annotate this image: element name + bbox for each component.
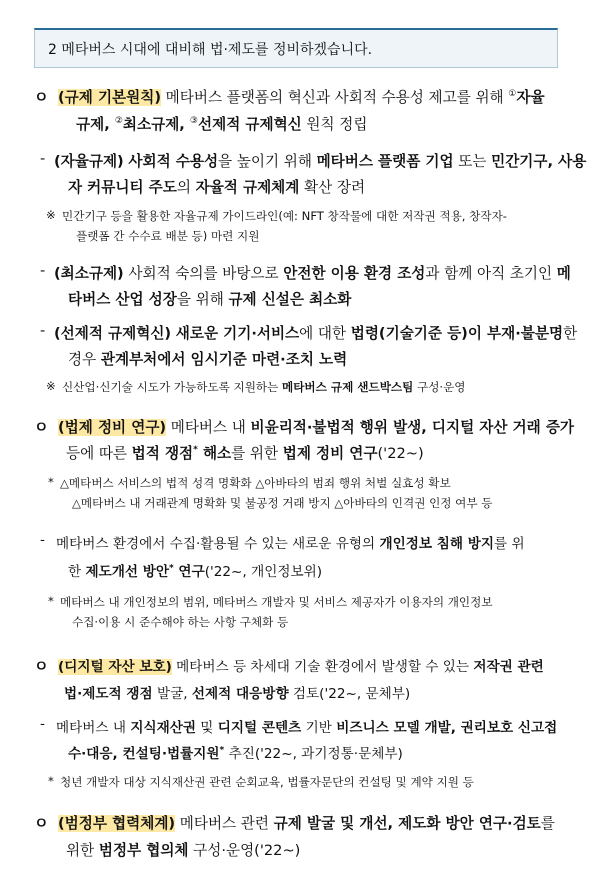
dash-bullet: - <box>40 716 45 732</box>
note-mark: ※ <box>46 208 56 222</box>
note-line: 신산업·신기술 시도가 가능하도록 지원하는 메타버스 규제 샌드박스팀 구성·운영 <box>62 380 466 394</box>
footnote-star: * <box>48 774 54 788</box>
note-line: △메타버스 서비스의 법적 성격 명확화 △아바타의 범죄 행위 처벌 실효성 확보 <box>60 476 451 490</box>
text-line: 자 커뮤니티 주도의 자율적 규제체계 확산 장려 <box>68 179 366 196</box>
note-line: △메타버스 내 거래관계 명확화 및 불공정 거래 방지 △아바타의 인격권 인정 여부 등 <box>72 496 493 510</box>
note-line: 민간기구 등을 활용한 자율규제 가이드라인(예: NFT 창작물에 대한 저작권 적용, 창작자- <box>62 209 507 223</box>
text-line: (범정부 협력체계) 메타버스 관련 규제 발굴 및 개선, 제도화 방안 연구·검토를 <box>58 815 555 832</box>
section-heading: 2 메타버스 시대에 대비해 법·제도를 정비하겠습니다. <box>48 42 373 58</box>
text-line: 등에 따른 법적 쟁점* 해소를 위한 법제 정비 연구('22~) <box>66 445 424 462</box>
text-line: (법제 정비 연구) 메타버스 내 비윤리적·불법적 행위 발생, 디지털 자산 거래 증가 <box>58 419 575 436</box>
text-line: (자율규제) 사회적 수용성을 높이기 위해 메타버스 플랫폼 기업 또는 민간기구, 사용 <box>54 153 587 170</box>
text-line: (디지털 자산 보호) 메타버스 등 차세대 기술 환경에서 발생할 수 있는 저작권 관련 <box>58 659 544 675</box>
footnote-star: * <box>48 594 54 608</box>
text-line: (규제 기본원칙) 메타버스 플랫폼의 혁신과 사회적 수용성 제고를 위해 ①자율 <box>58 89 545 106</box>
circle-bullet: ㅇ <box>34 657 49 675</box>
text-line: 법·제도적 쟁점 발굴, 선제적 대응방향 검토('22~, 문체부) <box>64 686 411 702</box>
circle-bullet: ㅇ <box>34 88 49 106</box>
circle-bullet: ㅇ <box>34 418 49 436</box>
text-line: 한 제도개선 방안* 연구('22~, 개인정보위) <box>68 563 323 580</box>
text-line: 위한 범정부 협의체 구성·운영('22~) <box>66 842 301 859</box>
dash-bullet: - <box>40 322 46 339</box>
text-line: (최소규제) 사회적 숙의를 바탕으로 안전한 이용 환경 조성과 함께 아직 초기인 메 <box>54 265 571 282</box>
note-line: 플랫폼 간 수수료 배분 등) 마련 지원 <box>76 229 260 243</box>
note-line: 수집·이용 시 준수해야 하는 사항 구체화 등 <box>72 615 289 629</box>
note-line: 청년 개발자 대상 지식재산권 관련 순회교육, 법률자문단의 컨설팅 및 계약 지원 등 <box>60 775 474 789</box>
text-line: 경우 관계부처에서 임시기준 마련·조치 노력 <box>68 351 348 368</box>
text-line: (선제적 규제혁신) 새로운 기기·서비스에 대한 법령(기술기준 등)이 부재·불분명한 <box>54 325 578 342</box>
note-line: 메타버스 내 개인정보의 범위, 메타버스 개발자 및 서비스 제공자가 이용자의 개인정보 <box>60 595 493 609</box>
footnote-star: * <box>48 475 54 489</box>
dash-bullet: - <box>40 532 45 548</box>
text-line: 타버스 산업 성장을 위해 규제 신설은 최소화 <box>68 291 352 308</box>
text-line: 메타버스 환경에서 수집·활용될 수 있는 새로운 유형의 개인정보 침해 방지를 위 <box>56 536 525 552</box>
text-line: 규제, ②최소규제, ③선제적 규제혁신 원칙 정립 <box>76 116 368 133</box>
note-mark: ※ <box>46 379 56 393</box>
text-line: 메타버스 내 지식재산권 및 디지털 콘텐츠 기반 비즈니스 모델 개발, 권리보호 신고접 <box>56 720 558 736</box>
circle-bullet: ㅇ <box>34 814 49 832</box>
text-line: 수·대응, 컨설팅·법률지원* 추진('22~, 과기정통·문체부) <box>68 745 403 762</box>
dash-bullet: - <box>40 150 46 167</box>
dash-bullet: - <box>40 262 46 279</box>
